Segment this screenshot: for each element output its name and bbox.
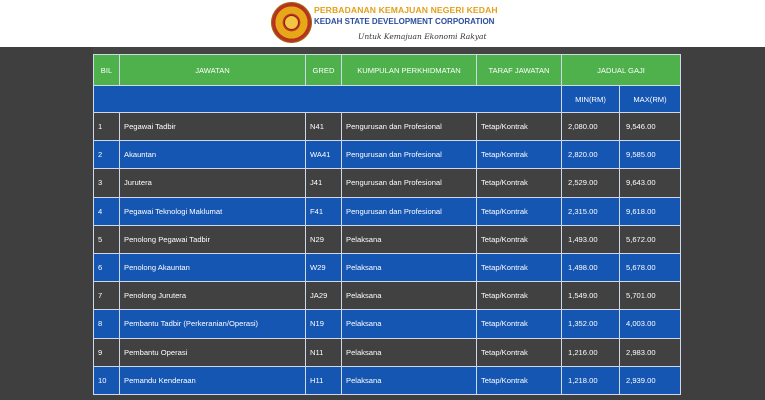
row-bil: 7 (94, 282, 120, 310)
row-bil: 2 (94, 141, 120, 169)
row-bil: 8 (94, 310, 120, 338)
row-max-salary: 5,701.00 (620, 282, 681, 310)
row-min-salary: 1,493.00 (562, 225, 620, 253)
row-kumpulan: Pelaksana (342, 253, 477, 281)
row-min-salary: 2,315.00 (562, 197, 620, 225)
table-top-spacer (93, 47, 680, 54)
row-kumpulan: Pelaksana (342, 282, 477, 310)
row-gred: N29 (306, 225, 342, 253)
row-bil: 10 (94, 366, 120, 394)
table-row (94, 253, 681, 281)
row-taraf: Tetap/Kontrak (477, 253, 562, 281)
row-jawatan: Penolong Pegawai Tadbir (120, 225, 306, 253)
row-gred: N11 (306, 338, 342, 366)
tagline: Untuk Kemajuan Ekonomi Rakyat (358, 32, 487, 41)
table-row (94, 225, 681, 253)
row-kumpulan: Pelaksana (342, 225, 477, 253)
row-kumpulan: Pelaksana (342, 366, 477, 394)
row-max-salary: 2,939.00 (620, 366, 681, 394)
row-min-salary: 1,216.00 (562, 338, 620, 366)
table-row (94, 310, 681, 338)
row-jawatan: Pegawai Teknologi Maklumat (120, 197, 306, 225)
row-min-salary: 2,080.00 (562, 113, 620, 141)
row-gred: WA41 (306, 141, 342, 169)
salary-table (93, 54, 681, 395)
row-max-salary: 9,546.00 (620, 113, 681, 141)
row-gred: F41 (306, 197, 342, 225)
row-max-salary: 5,678.00 (620, 253, 681, 281)
row-taraf: Tetap/Kontrak (477, 141, 562, 169)
row-gred: JA29 (306, 282, 342, 310)
row-min-salary: 2,529.00 (562, 169, 620, 197)
kedah-crest-logo[interactable] (271, 2, 312, 43)
row-jawatan: Jurutera (120, 169, 306, 197)
site-header (0, 0, 765, 47)
row-jawatan: Pembantu Tadbir (Perkeranian/Operasi) (120, 310, 306, 338)
row-kumpulan: Pengurusan dan Profesional (342, 113, 477, 141)
row-min-salary: 1,352.00 (562, 310, 620, 338)
table-row (94, 197, 681, 225)
subheader-spacer (94, 86, 562, 113)
header-jadual-gaji: JADUAL GAJI (562, 55, 681, 86)
row-taraf: Tetap/Kontrak (477, 169, 562, 197)
row-taraf: Tetap/Kontrak (477, 366, 562, 394)
header-kumpulan: KUMPULAN PERKHIDMATAN (342, 55, 477, 86)
row-kumpulan: Pengurusan dan Profesional (342, 169, 477, 197)
row-kumpulan: Pengurusan dan Profesional (342, 197, 477, 225)
table-row (94, 282, 681, 310)
row-jawatan: Pembantu Operasi (120, 338, 306, 366)
row-jawatan: Penolong Jurutera (120, 282, 306, 310)
header-taraf: TARAF JAWATAN (477, 55, 562, 86)
org-name-english: KEDAH STATE DEVELOPMENT CORPORATION (314, 17, 495, 26)
header-bil: BIL (94, 55, 120, 86)
table-row (94, 338, 681, 366)
row-taraf: Tetap/Kontrak (477, 338, 562, 366)
row-max-salary: 9,585.00 (620, 141, 681, 169)
row-max-salary: 9,618.00 (620, 197, 681, 225)
table-header-row (94, 55, 681, 86)
row-gred: J41 (306, 169, 342, 197)
row-taraf: Tetap/Kontrak (477, 113, 562, 141)
row-max-salary: 4,003.00 (620, 310, 681, 338)
header-max: MAX(RM) (620, 86, 681, 113)
row-bil: 3 (94, 169, 120, 197)
row-bil: 9 (94, 338, 120, 366)
row-jawatan: Pegawai Tadbir (120, 113, 306, 141)
row-taraf: Tetap/Kontrak (477, 197, 562, 225)
row-gred: N41 (306, 113, 342, 141)
header-jawatan: JAWATAN (120, 55, 306, 86)
row-kumpulan: Pengurusan dan Profesional (342, 141, 477, 169)
row-gred: H11 (306, 366, 342, 394)
row-jawatan: Pemandu Kenderaan (120, 366, 306, 394)
org-name-malay: PERBADANAN KEMAJUAN NEGERI KEDAH (314, 5, 498, 15)
row-bil: 6 (94, 253, 120, 281)
row-gred: N19 (306, 310, 342, 338)
row-min-salary: 2,820.00 (562, 141, 620, 169)
row-gred: W29 (306, 253, 342, 281)
row-min-salary: 1,218.00 (562, 366, 620, 394)
row-kumpulan: Pelaksana (342, 338, 477, 366)
row-bil: 4 (94, 197, 120, 225)
table-row (94, 113, 681, 141)
row-kumpulan: Pelaksana (342, 310, 477, 338)
header-min: MIN(RM) (562, 86, 620, 113)
row-min-salary: 1,498.00 (562, 253, 620, 281)
row-bil: 1 (94, 113, 120, 141)
row-taraf: Tetap/Kontrak (477, 310, 562, 338)
row-jawatan: Penolong Akauntan (120, 253, 306, 281)
row-jawatan: Akauntan (120, 141, 306, 169)
header-gred: GRED (306, 55, 342, 86)
row-max-salary: 9,643.00 (620, 169, 681, 197)
table-row (94, 169, 681, 197)
row-taraf: Tetap/Kontrak (477, 225, 562, 253)
row-bil: 5 (94, 225, 120, 253)
table-subheader-row (94, 86, 681, 113)
table-row (94, 366, 681, 394)
row-max-salary: 5,672.00 (620, 225, 681, 253)
row-min-salary: 1,549.00 (562, 282, 620, 310)
row-max-salary: 2,983.00 (620, 338, 681, 366)
row-taraf: Tetap/Kontrak (477, 282, 562, 310)
table-row (94, 141, 681, 169)
